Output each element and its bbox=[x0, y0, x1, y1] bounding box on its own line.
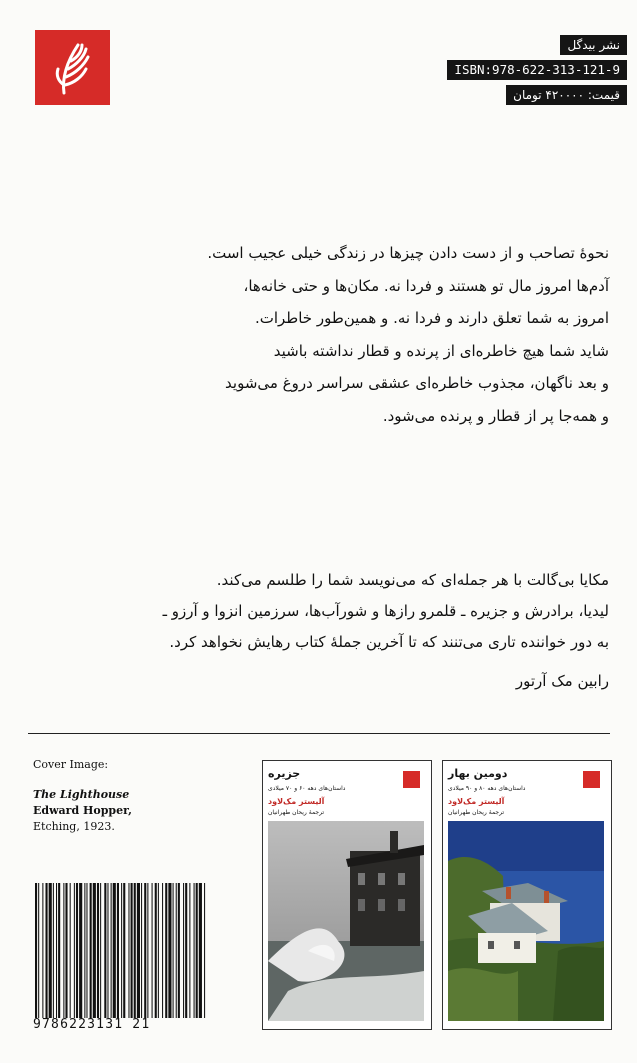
book-info-badges bbox=[447, 35, 627, 105]
quote-line: نحوهٔ تصاحب و از دست دادن چیزها در زندگی خیلی عجیب است. bbox=[207, 244, 609, 262]
cover-image-caption bbox=[33, 757, 132, 835]
book-translator: ترجمهٔ ریحان طهرانیان bbox=[268, 809, 325, 816]
book-title: جزیره bbox=[268, 767, 301, 780]
quote-line: شاید شما هیچ خاطره‌ای از پرنده و قطار نداشته باشید bbox=[273, 341, 609, 360]
review-quote bbox=[49, 565, 609, 697]
book-thumbnail-second-spring bbox=[442, 760, 612, 1030]
quote-line: امروز به شما تعلق دارند و فردا نه. و همین‌طور خاطرات. bbox=[254, 309, 609, 327]
review-author: رابین مک آرتور bbox=[515, 672, 609, 690]
book-thumbnail-island bbox=[262, 760, 432, 1030]
caption-detail: Etching, 1923. bbox=[33, 820, 115, 833]
barcode-number: 9786223131 21 bbox=[33, 1017, 151, 1032]
book-author: آلیستر مک‌لاود bbox=[268, 797, 325, 806]
quote-line: و همه‌جا پر از قطار و پرنده می‌شود. bbox=[382, 406, 609, 425]
quote-line: و بعد ناگهان، مجذوب خاطره‌ای عشقی سراسر دروغ می‌شوید bbox=[225, 374, 609, 392]
section-divider bbox=[28, 733, 610, 734]
publisher-logo bbox=[35, 30, 110, 105]
lighthouse-painting-icon bbox=[268, 821, 424, 1021]
book-author: آلیستر مک‌لاود bbox=[448, 797, 505, 806]
price-badge: قیمت: ۴۲۰۰۰۰ تومان bbox=[506, 85, 627, 105]
quill-logo-icon bbox=[52, 39, 94, 97]
book-title: دومین بهار bbox=[448, 767, 508, 780]
review-line: مکایا بی‌گالت با هر جمله‌ای که می‌نویسد شما را طلسم می‌کند. bbox=[216, 571, 609, 589]
publisher-mini-logo bbox=[583, 771, 600, 788]
barcode-bars-icon bbox=[33, 883, 208, 1018]
barcode bbox=[33, 883, 208, 1018]
publisher-mini-logo bbox=[403, 771, 420, 788]
caption-artist: Edward Hopper, bbox=[33, 804, 132, 817]
caption-title: The Lighthouse bbox=[33, 788, 130, 801]
caption-label: Cover Image: bbox=[33, 758, 109, 771]
publisher-badge: نشر بیدگل bbox=[560, 35, 627, 55]
quote-line: آدم‌ها امروز مال تو هستند و فردا نه. مکان‌ها و حتی خانه‌ها، bbox=[243, 276, 609, 295]
book-subtitle: داستان‌های دهه ۸۰ و ۹۰ میلادی bbox=[448, 785, 526, 792]
review-line: به دور خواننده تاری می‌تنند که تا آخرین جملهٔ کتاب رهایش نخواهد کرد. bbox=[169, 633, 609, 651]
book-subtitle: داستان‌های دهه ۶۰ و ۷۰ میلادی bbox=[268, 785, 346, 792]
isbn-badge: ISBN:978-622-313-121-9 bbox=[447, 60, 627, 80]
quote-excerpt bbox=[49, 237, 609, 432]
coastal-house-painting-icon bbox=[448, 821, 604, 1021]
book-translator: ترجمهٔ ریحان طهرانیان bbox=[448, 809, 505, 816]
review-line: لیدیا، برادرش و جزیره ـ قلمرو رازها و شورآب‌ها، سرزمین انزوا و آرزو ـ bbox=[162, 602, 609, 620]
